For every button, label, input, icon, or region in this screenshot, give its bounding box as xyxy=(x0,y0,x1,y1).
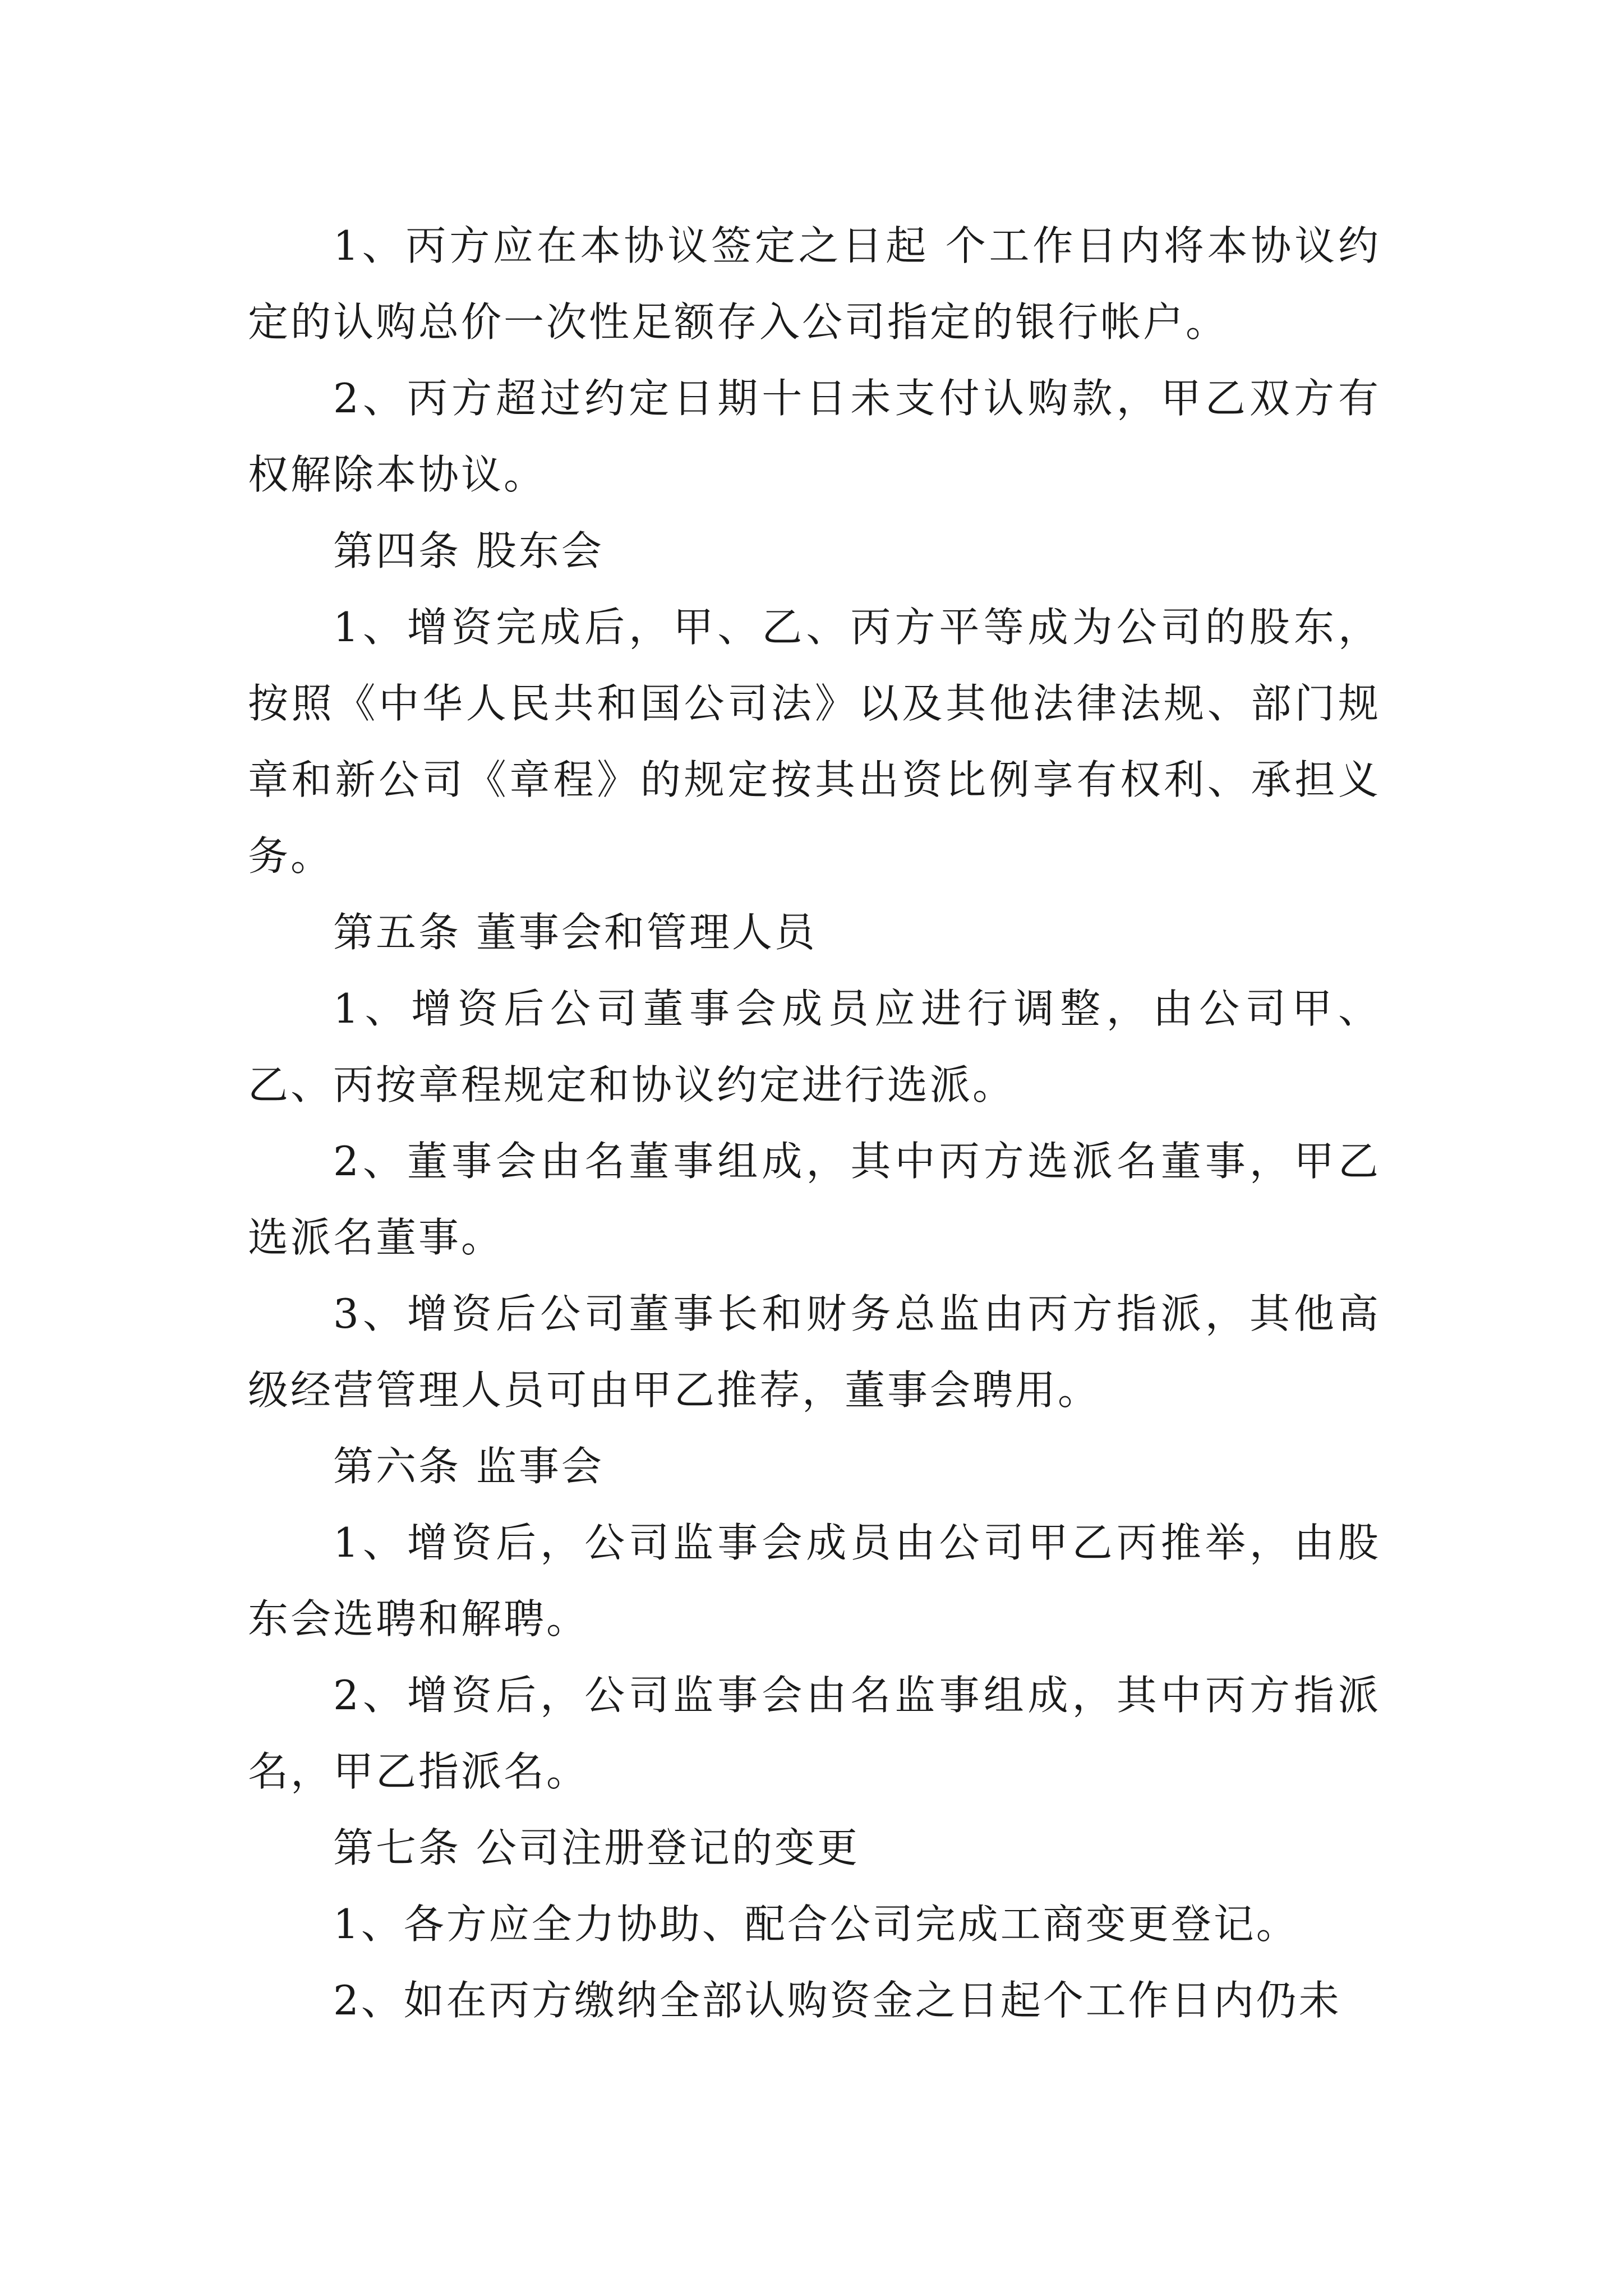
paragraph: 2、如在丙方缴纳全部认购资金之日起个工作日内仍未 xyxy=(333,1977,1341,2024)
paragraph: 2、增资后，公司监事会由名监事组成，其中丙方指派名，甲乙指派名。 xyxy=(248,1672,1381,1795)
section-heading: 第七条 公司注册登记的变更 xyxy=(333,1824,860,1871)
paragraph: 2、丙方超过约定日期十日未支付认购款，甲乙双方有权解除本协议。 xyxy=(248,375,1381,498)
paragraph: 3、增资后公司董事长和财务总监由丙方指派，其他高级经营管理人员可由甲乙推荐，董事会聘用。 xyxy=(248,1290,1381,1414)
section-heading: 第五条 董事会和管理人员 xyxy=(333,909,817,956)
paragraph: 1、增资后，公司监事会成员由公司甲乙丙推举，由股东会选聘和解聘。 xyxy=(248,1519,1381,1642)
paragraph: 1、增资完成后，甲、乙、丙方平等成为公司的股东，按照《中华人民共和国公司法》以及其他法律法规、部门规章和新公司《章程》的规定按其出资比例享有权利、承担义务。 xyxy=(248,604,1381,880)
section-heading: 第四条 股东会 xyxy=(333,527,604,574)
document-body xyxy=(248,208,1381,2039)
paragraph: 1、丙方应在本协议签定之日起 个工作日内将本协议约定的认购总价一次性足额存入公司指定的银行帐户。 xyxy=(248,222,1381,346)
paragraph: 1、各方应全力协助、配合公司完成工商变更登记。 xyxy=(333,1901,1299,1948)
section-heading: 第六条 监事会 xyxy=(333,1443,604,1490)
paragraph: 1、增资后公司董事会成员应进行调整，由公司甲、乙、丙按章程规定和协议约定进行选派。 xyxy=(248,985,1381,1108)
paragraph: 2、董事会由名董事组成，其中丙方选派名董事，甲乙选派名董事。 xyxy=(248,1138,1381,1261)
